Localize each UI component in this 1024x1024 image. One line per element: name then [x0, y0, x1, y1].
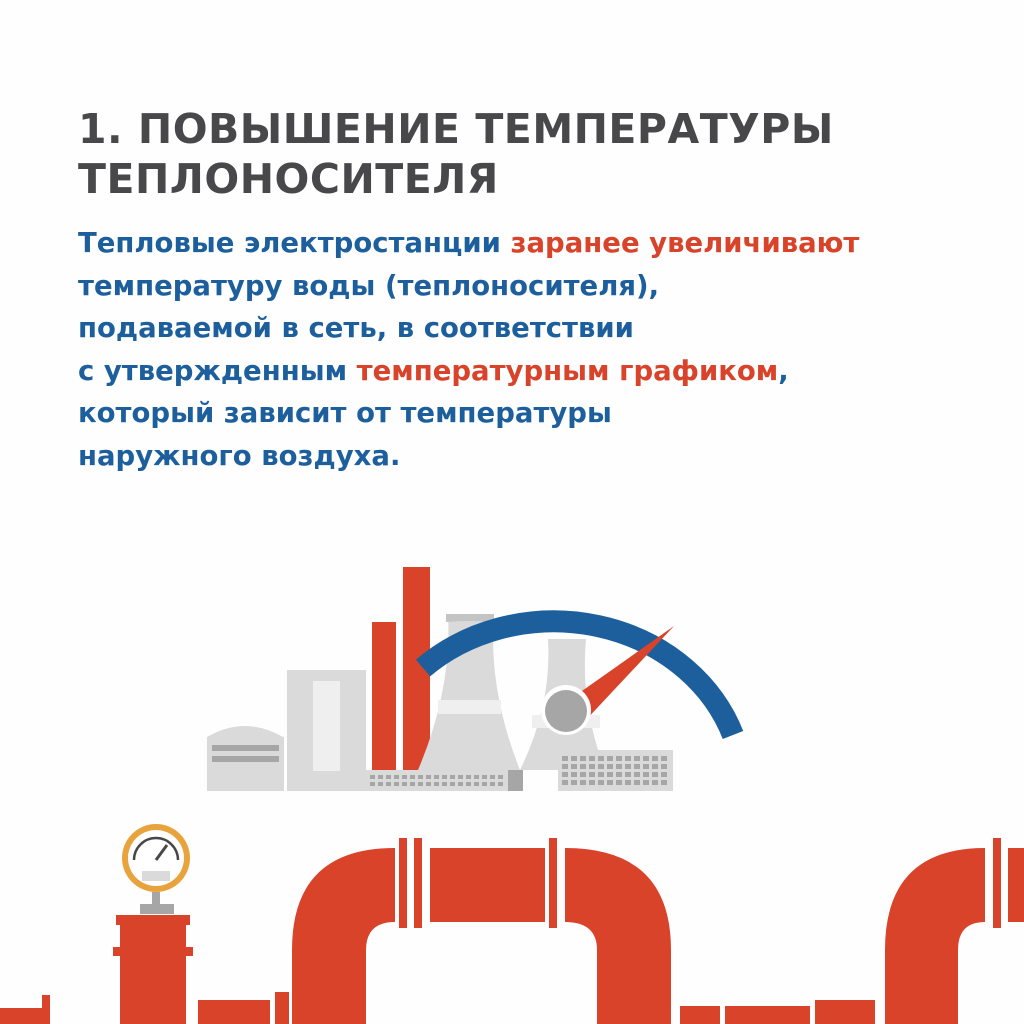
building-window — [661, 756, 667, 761]
building-window — [625, 756, 631, 761]
low-building-left — [366, 770, 523, 791]
building-window — [450, 782, 455, 786]
building-window — [410, 782, 415, 786]
building-window — [442, 782, 447, 786]
dial-hub — [545, 690, 587, 732]
building-window — [562, 772, 568, 777]
building-window — [607, 756, 613, 761]
building-window — [589, 772, 595, 777]
building-window — [442, 775, 447, 779]
building-window — [634, 772, 640, 777]
building-window — [616, 772, 622, 777]
building-window — [394, 782, 399, 786]
building-window — [498, 782, 503, 786]
building-window — [571, 764, 577, 769]
building-window — [580, 756, 586, 761]
building-window — [458, 775, 463, 779]
building-window — [598, 772, 604, 777]
pressure-gauge-icon — [122, 824, 190, 914]
building-window — [634, 756, 640, 761]
block-building — [287, 670, 366, 791]
building-window — [571, 756, 577, 761]
building-window — [643, 772, 649, 777]
building-window — [598, 756, 604, 761]
building-window — [643, 764, 649, 769]
building-window — [643, 756, 649, 761]
highlight-temperature-schedule: температурным графиком — [356, 354, 779, 387]
building-window — [418, 782, 423, 786]
building-window — [386, 782, 391, 786]
building-window — [589, 764, 595, 769]
building-window — [652, 764, 658, 769]
building-window — [616, 756, 622, 761]
building-window — [410, 775, 415, 779]
building-window — [634, 780, 640, 785]
building-window — [643, 780, 649, 785]
building-window — [580, 764, 586, 769]
domed-building — [207, 726, 284, 791]
building-window — [434, 775, 439, 779]
building-window — [426, 775, 431, 779]
building-window — [598, 764, 604, 769]
building-window — [661, 780, 667, 785]
text-line-3: подаваемой в сеть, в соответствии — [78, 312, 634, 344]
building-window — [402, 775, 407, 779]
building-window — [426, 782, 431, 786]
building-window — [378, 782, 383, 786]
building-window — [474, 775, 479, 779]
building-window — [562, 780, 568, 785]
building-window — [434, 782, 439, 786]
building-window — [616, 780, 622, 785]
building-window — [370, 775, 375, 779]
building-window — [625, 764, 631, 769]
building-window — [418, 775, 423, 779]
text-segment: Тепловые электростанции — [78, 227, 511, 259]
building-window — [589, 756, 595, 761]
building-window — [598, 780, 604, 785]
building-window — [652, 780, 658, 785]
building-window — [490, 782, 495, 786]
title-line-1: 1. ПОВЫШЕНИЕ ТЕМПЕРАТУРЫ — [78, 105, 834, 153]
text-line-5: который зависит от температуры — [78, 397, 612, 429]
building-window — [474, 782, 479, 786]
building-window — [394, 775, 399, 779]
building-window — [589, 780, 595, 785]
building-window — [661, 772, 667, 777]
building-window — [625, 772, 631, 777]
building-window — [378, 775, 383, 779]
building-window — [607, 772, 613, 777]
building-window — [580, 772, 586, 777]
building-window — [370, 782, 375, 786]
chimney-short — [372, 622, 396, 770]
building-window — [466, 782, 471, 786]
building-window — [634, 764, 640, 769]
text-segment: , — [778, 354, 789, 387]
building-window — [616, 764, 622, 769]
building-window — [571, 772, 577, 777]
building-window — [571, 780, 577, 785]
building-window — [607, 764, 613, 769]
building-window — [458, 782, 463, 786]
building-window — [386, 775, 391, 779]
building-window — [562, 764, 568, 769]
building-window — [652, 772, 658, 777]
low-building-right — [558, 750, 673, 791]
building-window — [562, 756, 568, 761]
building-window — [490, 775, 495, 779]
text-line-2: температуру воды (теплоносителя), — [78, 269, 660, 302]
building-window — [482, 775, 487, 779]
building-window — [450, 775, 455, 779]
building-window — [652, 756, 658, 761]
building-window — [625, 780, 631, 785]
building-window — [466, 775, 471, 779]
building-window — [661, 764, 667, 769]
building-window — [498, 775, 503, 779]
title-line-2: ТЕПЛОНОСИТЕЛЯ — [78, 155, 499, 203]
building-window — [482, 782, 487, 786]
building-window — [580, 780, 586, 785]
building-window — [402, 782, 407, 786]
building-window — [607, 780, 613, 785]
highlight-advance-increase: заранее увеличивают — [510, 227, 860, 259]
text-line-6: наружного воздуха. — [78, 439, 401, 472]
text-segment: с утвержденным — [78, 354, 357, 387]
